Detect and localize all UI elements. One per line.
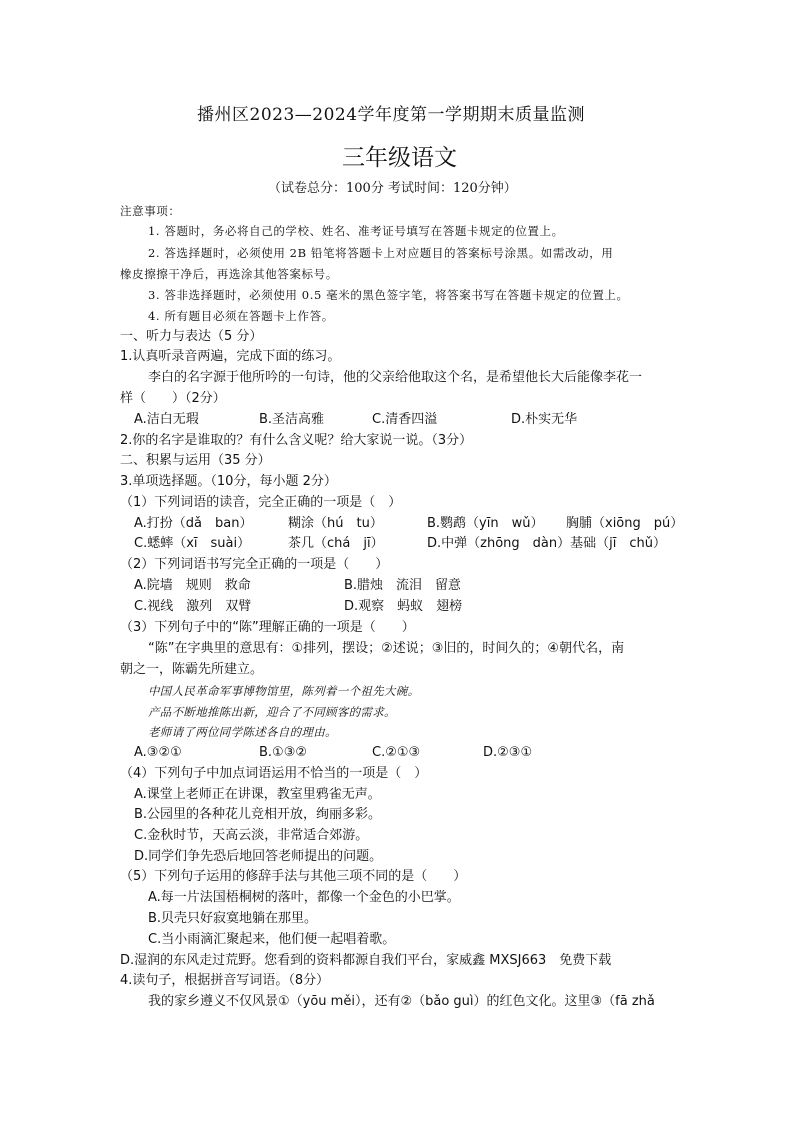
q3-3-option-b: B.①③② — [259, 745, 308, 760]
q1-option-b: B.圣洁高雅 — [259, 412, 325, 427]
section1-heading: 一、听力与表达（5 分） — [120, 329, 263, 344]
q3-4-option-d: D.同学们争先恐后地回答老师提出的问题。 — [134, 849, 383, 864]
q3-1-b2: 胸脯（xiōng pú） — [566, 516, 684, 531]
exam-subtitle: 三年级语文 — [342, 145, 457, 171]
q3-2-stem: （2）下列词语书写完全正确的一项是（ ） — [120, 557, 389, 572]
q3-5-option-a: A.每一片法国梧桐树的落叶，都像一个金色的小巴掌。 — [148, 890, 460, 905]
q1-text-b: 样（ ）（2分） — [120, 391, 226, 406]
q3-4-stem: （4）下列句子中加点词语运用不恰当的一项是（ ） — [120, 766, 428, 781]
q3-5-option-d: D.湿润的东风走过荒野。您看到的资料都源自我们平台，家威鑫 MXSJ663 免费下载 — [120, 953, 612, 968]
q1-option-c: C.清香四溢 — [372, 412, 438, 427]
q3-3-option-d: D.②③① — [483, 745, 533, 760]
q3-2-d: D.观察 蚂蚁 翅榜 — [344, 599, 463, 614]
q3-1-stem: （1）下列词语的读音，完全正确的一项是（ ） — [120, 495, 402, 510]
q3-stem: 3.单项选择题。（10分，每小题 2分） — [120, 474, 337, 489]
q3-3-def-b: 朝之一，陈霸先所建立。 — [120, 662, 264, 677]
q2-stem: 2.你的名字是谁取的？有什么含义呢？给大家说一说。（3分） — [120, 433, 473, 448]
notice-heading: 注意事项： — [120, 204, 181, 218]
q3-3-option-a: A.③②① — [134, 745, 182, 760]
q3-3-sentence-3: 老师请了两位同学陈述各自的理由。 — [148, 725, 337, 739]
q1-stem: 1.认真听录音两遍，完成下面的练习。 — [120, 349, 341, 364]
q3-3-sentence-2: 产品不断地推陈出新，迎合了不同顾客的需求。 — [148, 705, 396, 719]
q3-1-c2: 茶几（chá jī） — [288, 536, 384, 551]
q3-1-a1: A.打扮（dǎ ban） — [134, 516, 253, 531]
q3-1-d: D.中弹（zhōng dàn）基础（jī chǔ） — [427, 536, 666, 551]
notice-item-2-cont: 橡皮擦擦干净后，再选涂其他答案标号。 — [120, 267, 338, 281]
section2-heading: 二、积累与运用（35 分） — [120, 453, 271, 468]
q1-option-a: A.洁白无瑕 — [134, 412, 199, 427]
q3-3-def-a: “陈”在字典里的意思有：①排列，摆设；②述说；③旧的，时间久的；④朝代名，南 — [148, 641, 625, 656]
q1-text-a: 李白的名字源于他所吟的一句诗，他的父亲给他取这个名，是希望他长大后能像李花一 — [148, 370, 643, 385]
q3-5-option-b: B.贝壳只好寂寞地躺在那里。 — [148, 911, 318, 926]
q4-stem: 4.读句子，根据拼音写词语。（8分） — [120, 973, 330, 988]
notice-item-2: 2. 答选择题时，必须使用 2B 铅笔将答题卡上对应题目的答案标号涂黑。如需改动，用 — [148, 246, 614, 260]
q3-2-a: A.院墙 规则 救命 — [134, 578, 251, 593]
exam-meta: （试卷总分：100分 考试时间：120分钟） — [268, 181, 517, 196]
q3-1-a2: 糊涂（hú tu） — [288, 516, 383, 531]
notice-item-1: 1. 答题时，务必将自己的学校、姓名、准考证号填写在答题卡规定的位置上。 — [148, 224, 564, 238]
q3-3-stem: （3）下列句子中的“陈”理解正确的一项是（ ） — [120, 620, 415, 635]
q1-option-d: D.朴实无华 — [511, 412, 578, 427]
notice-item-3: 3. 答非选择题时，必须使用 0.5 毫米的黑色签字笔，将答案书写在答题卡规定的位置上。 — [148, 288, 629, 302]
q3-5-stem: （5）下列句子运用的修辞手法与其他三项不同的是（ ） — [120, 869, 467, 884]
q3-3-option-c: C.②①③ — [372, 745, 421, 760]
q3-1-c1: C.蟋蟀（xī suài） — [134, 536, 251, 551]
q3-5-option-c: C.当小雨滴汇聚起来，他们便一起唱着歌。 — [148, 932, 396, 947]
q3-1-b1: B.鹦鹉（yīn wǔ） — [427, 516, 544, 531]
q3-2-c: C.视线 激列 双臂 — [134, 599, 252, 614]
q3-4-option-c: C.金秋时节，天高云淡，非常适合郊游。 — [134, 828, 369, 843]
q4-text: 我的家乡遵义不仅风景①（yōu měi），还有②（bǎo guì）的红色文化。这里③（fā zhǎ — [148, 994, 655, 1009]
q3-4-option-a: A.课堂上老师正在讲课，教室里鸦雀无声。 — [134, 787, 381, 802]
notice-item-4: 4. 所有题目必须在答题卡上作答。 — [148, 309, 334, 323]
q3-2-b: B.腊烛 流泪 留意 — [344, 578, 462, 593]
q3-4-option-b: B.公园里的各种花儿竞相开放，绚丽多彩。 — [134, 807, 382, 822]
q3-3-sentence-1: 中国人民革命军事博物馆里，陈列着一个祖先大碗。 — [148, 684, 420, 698]
exam-title: 播州区2023—2024学年度第一学期期末质量监测 — [197, 105, 586, 125]
